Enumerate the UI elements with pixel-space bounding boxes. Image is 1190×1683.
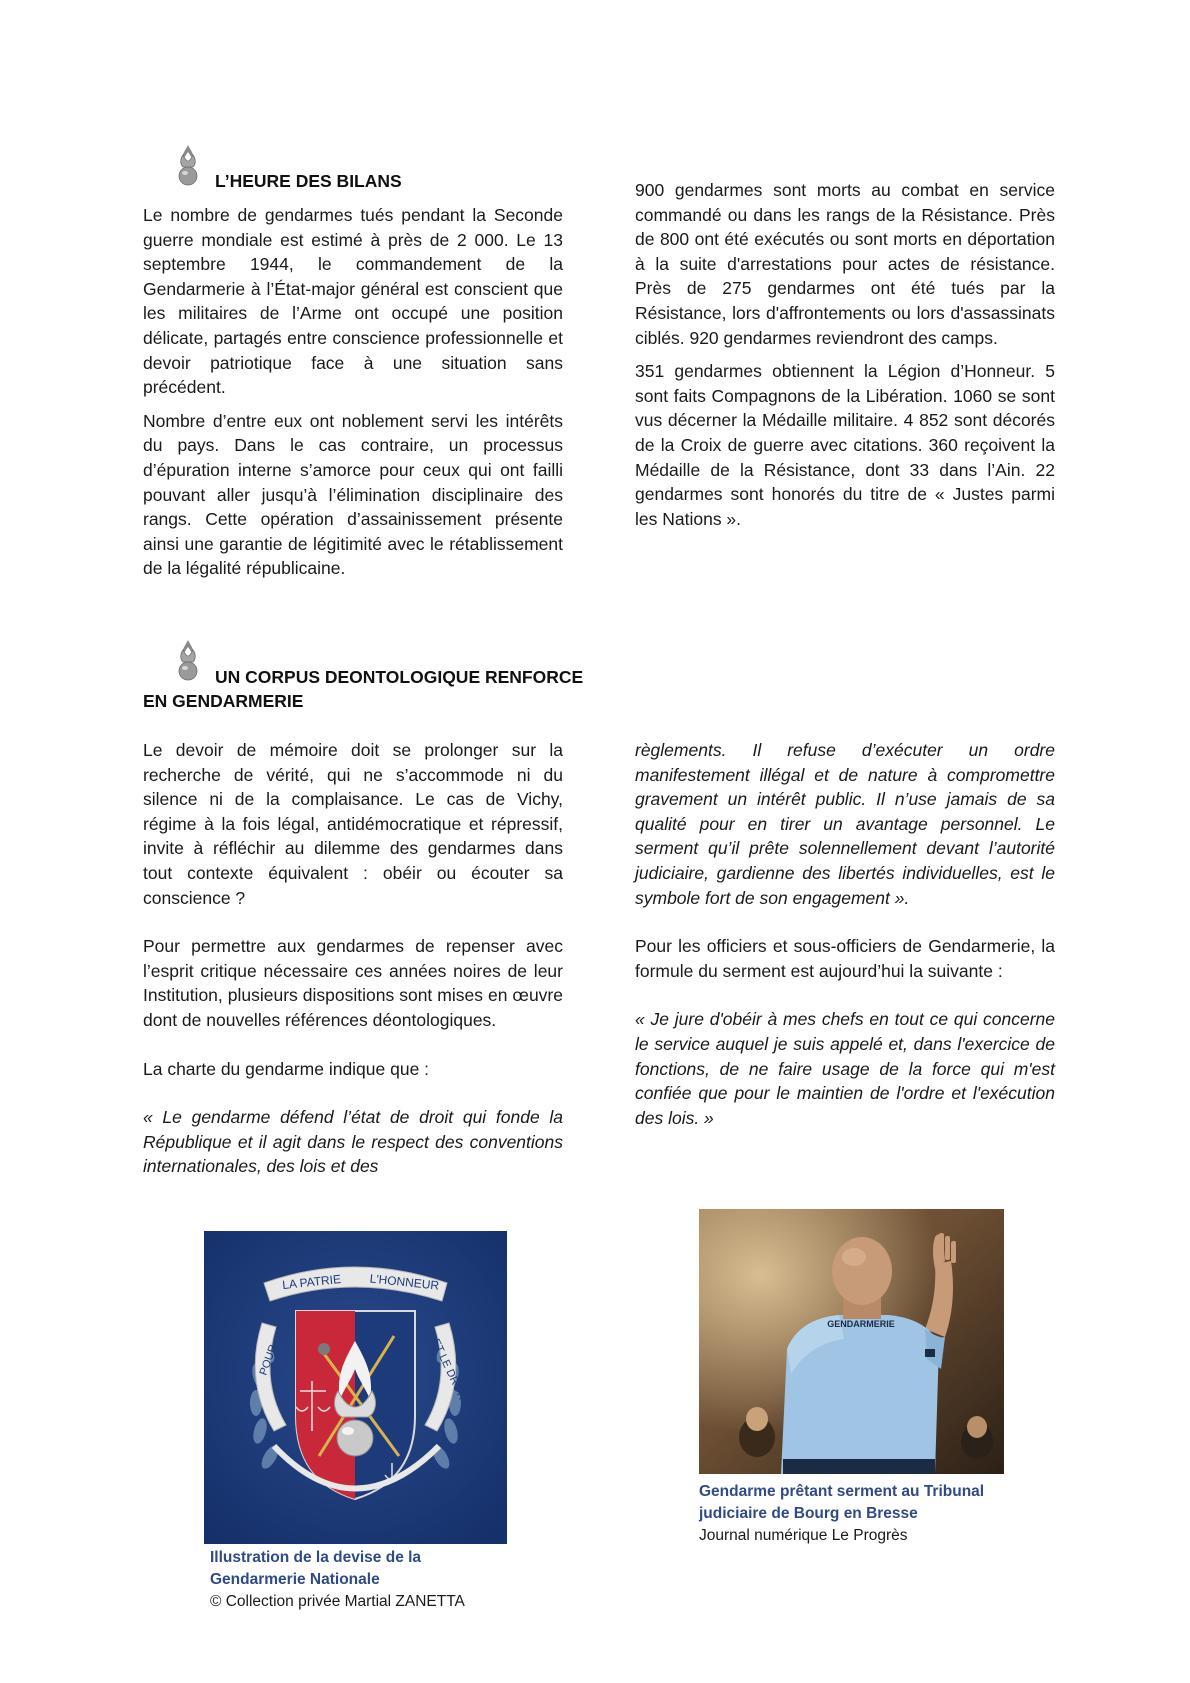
right-image-caption [699, 1481, 984, 1547]
shirt-gendarmerie-text: GENDARMERIE [827, 1319, 895, 1329]
paragraph: Nombre d’entre eux ont noblement servi les intérêts du pays. Dans le cas contraire, un processus d’épuration interne s’amorce pour ceux qui ont failli pouvant aller jusqu’à l’élimination disciplinaire des rangs. Cette opération d’assainissement présente ainsi une garantie de légitimité avec le rétablissement de la légalité républicaine. [143, 410, 563, 579]
section-2-title-line-1: UN CORPUS DEONTOLOGIQUE RENFORCE [215, 667, 584, 687]
caption-title-line: Gendarmerie Nationale [210, 1571, 380, 1588]
charter-quote-continued: règlements. Il refuse d’exécuter un ordre manifestement illégal et de nature à compromettre gravement un intérêt public. Il n’use jamais de sa qualité pour en tirer un avantage personnel. Le serment qu’il prête solennellement devant l’autorité judiciaire, gardienne des libertés individuelles, est le symbole fort de son engagement ». [635, 740, 1055, 908]
caption-title-line: Gendarme prêtant serment au Tribunal [699, 1483, 985, 1500]
paragraph: 900 gendarmes sont morts au combat en service commandé ou dans les rangs de la Résistance. Près de 800 ont été exécutés ou sont morts en déportation à la suite d'arrestations pour actes de résistance. Près de 275 gendarmes ont été tués par la Résistance, lors d'affrontements ou lors d'assassinats ciblés. 920 gendarmes reviendront des camps. [635, 180, 1055, 348]
paragraph: Pour les officiers et sous-officiers de Gendarmerie, la formule du serment est aujourd’hui la suivante : [635, 936, 1055, 981]
paragraph: La charte du gendarme indique que : [143, 1058, 430, 1079]
section-2-title-line-2: EN GENDARMERIE [143, 691, 304, 711]
section-1-left-column [143, 203, 563, 581]
grenade-emblem-icon [177, 143, 199, 189]
caption-credit: Journal numérique Le Progrès [699, 1527, 908, 1544]
gendarmerie-motto-emblem-image [204, 1231, 507, 1544]
left-image-caption [210, 1547, 465, 1613]
section-2-left-column [143, 738, 563, 1179]
oath-quote: « Je jure d'obéir à mes chefs en tout ce qui concerne le service auquel je suis appelé et, dans l'exercice de fonctions, de ne faire usage de la force qui m'est confiée que pour le maintien de l'ordre et l'exécution des lois. » [635, 1009, 1055, 1128]
paragraph: Le devoir de mémoire doit se prolonger sur la recherche de vérité, qui ne s’accommode ni du silence ni de la complaisance. Le cas de Vichy, régime à la fois légal, antidémocratique et répressif, invite à réfléchir au dilemme des gendarmes dans tout contexte équivalent : obéir ou écouter sa conscience ? [143, 740, 563, 908]
motto-banner-right-text: L'HONNEUR [369, 1271, 440, 1293]
gendarme-oath-photo [699, 1209, 1004, 1474]
caption-credit: © Collection privée Martial ZANETTA [210, 1593, 465, 1610]
charter-quote: « Le gendarme défend l’état de droit qui fonde la République et il agit dans le respect des conventions internationales, des lois et des [143, 1107, 563, 1177]
paragraph: 351 gendarmes obtiennent la Légion d’Honneur. 5 sont faits Compagnons de la Libération. 1060 se sont vus décerner la Médaille militaire. 4 852 sont décorés de la Croix de guerre avec citations. 360 reçoivent la Médaille de la Résistance, dont 33 dans l’Ain. 22 gendarmes sont honorés du titre de « Justes parmi les Nations ». [635, 361, 1055, 529]
motto-side-left-text: POUR [257, 1343, 280, 1378]
section-2-right-column [635, 738, 1055, 1130]
motto-side-right-text: ET LE DROIT [429, 1337, 469, 1404]
section-1-title: L’HEURE DES BILANS [215, 171, 402, 191]
paragraph: Le nombre de gendarmes tués pendant la Seconde guerre mondiale est estimé à près de 2 000. Le 13 septembre 1944, le commandement de la Gendarmerie à l’État-major général est conscient que les militaires de l’Arme ont occupé une position délicate, partagés entre conscience professionnelle et devoir patriotique face à une situation sans précédent. [143, 205, 563, 398]
motto-banner-left-text: LA PATRIE [281, 1271, 342, 1293]
section-1-right-column [635, 178, 1055, 531]
caption-title-line: judiciaire de Bourg en Bresse [699, 1505, 918, 1522]
caption-title-line: Illustration de la devise de la [210, 1549, 422, 1566]
paragraph: Pour permettre aux gendarmes de repenser avec l’esprit critique nécessaire ces années noires de leur Institution, plusieurs dispositions sont mises en œuvre dont de nouvelles références déontologiques. [143, 936, 563, 1030]
grenade-emblem-icon [177, 638, 199, 684]
